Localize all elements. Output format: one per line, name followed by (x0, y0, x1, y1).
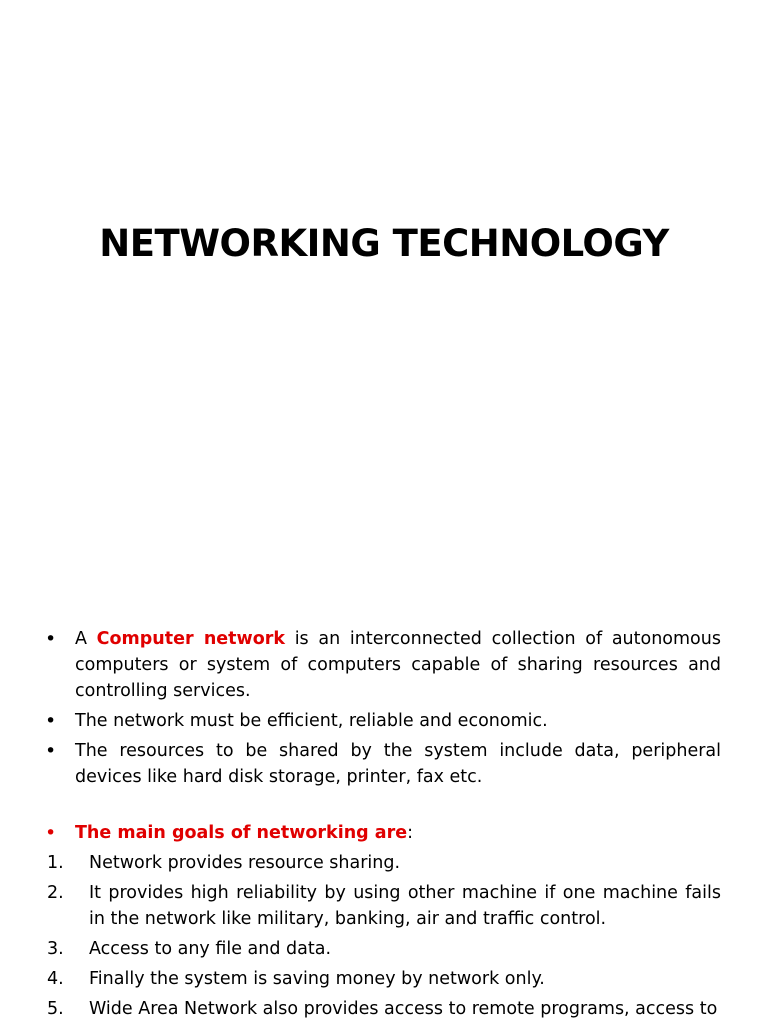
goal-number: 3. (47, 939, 64, 959)
goal-text: Access to any file and data. (89, 939, 332, 959)
slide-title: NETWORKING TECHNOLOGY (99, 222, 669, 265)
bullet-text-lead: A (75, 629, 97, 649)
goal-number: 5. (47, 999, 64, 1019)
spacer (0, 794, 768, 820)
slide-body (0, 626, 768, 1026)
goals-heading-item (45, 820, 721, 846)
bullet-text-rest: is an interconnected collection of autonomous computers or system of computers capable of sharing resources and controlling services. (75, 629, 721, 701)
goal-item (47, 880, 721, 932)
bullet-text: The resources to be shared by the system include data, peripheral devices like hard disk storage, printer, fax etc. (75, 741, 721, 787)
goal-item (47, 966, 721, 992)
goal-text: It provides high reliability by using other machine if one machine fails in the network like military, banking, air and traffic control. (89, 883, 721, 929)
bullet-item (45, 738, 721, 790)
goal-text: Finally the system is saving money by network only. (89, 969, 545, 989)
goal-number: 1. (47, 853, 64, 873)
goal-item (47, 936, 721, 962)
goal-number: 2. (47, 883, 64, 903)
bullet-marker: • (45, 628, 57, 650)
bullet-marker: • (45, 822, 57, 844)
goal-number: 4. (47, 969, 64, 989)
goal-text: Network provides resource sharing. (89, 853, 401, 873)
bullet-item (45, 626, 721, 704)
bullet-marker: • (45, 740, 57, 762)
goals-heading: The main goals of networking are (75, 823, 408, 843)
bullet-item (45, 708, 721, 734)
bullet-marker: • (45, 710, 57, 732)
goal-item (47, 850, 721, 876)
goal-text: Wide Area Network also provides access to remote programs, access to (89, 999, 718, 1019)
bullet-text: The network must be efficient, reliable and economic. (75, 711, 548, 731)
goals-heading-colon: : (407, 823, 413, 843)
term-highlight: Computer network (96, 629, 285, 649)
goal-item (47, 996, 721, 1022)
